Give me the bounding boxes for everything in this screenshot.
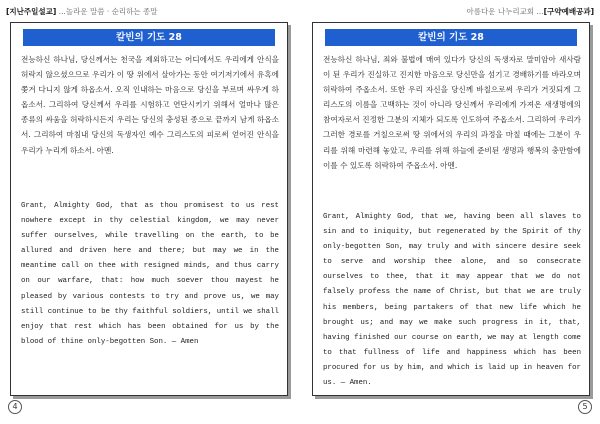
right-header-sub: 아름다운 나누리교회 ... (466, 7, 544, 16)
right-english-text: Grant, Almighty God, that we, having been all slaves to sin and to iniquity, but regenerated by the Spirit of thy only-begotten Son, may truly and with sincere desire seek to serve and worship thee alone, and so consecrate ourselves to thee, that it may appear that we do not falsely profess the name of Christ, but that we are truly his members, being partakers of that new life which he brought us; and may we make such progress in it, that, having finished our course on earth, we may at length come to that fullness of life and happiness which has been procured for us by him, and which is laid up in heaven for us. — Amen. (323, 213, 581, 388)
left-header-label: [지난주일설교] (6, 7, 57, 16)
left-page-number: 4 (8, 400, 22, 414)
right-page-number: 5 (578, 400, 592, 414)
left-english-text: Grant, Almighty God, that as thou promisest to us rest nowhere except in thy celestial kingdom, we may never suffer ourselves, while travelling on the earth, to be allured and driven here and there; but may we in the meantime call on thee with resigned minds, and thus carry on our warfare, that: how much soever thou mayest he pleased by various contests to try and prove us, we may still continue to be thy faithful soldiers, until we shall enjoy that rest which has been obtained for us by the blood of thine only-begotten Son. — Amen (21, 202, 279, 346)
left-korean-text: 전능하신 하나님, 당신께서는 천국을 제외하고는 어디에서도 우리에게 안식을 허락지 않으셨으므로 우리가 이 땅 위에서 살아가는 동안 여기저기에서 유혹에 쫓겨 다니지 않게 하옵소서. 오직 인내하는 마음으로 당신을 부르며 싸우게 하옵소서. 그리하여 당신께서 우리를 시험하고 연단시키기 위해서 얼마나 많은 종류의 싸움을 허락하시든지 우리는 당신의 충성된 종으로 끝까지 남게 하옵소서. 그리하여 마침내 당신의 독생자인 예수 그리스도의 피로써 얻어진 안식을 우리가 누리게 하소서. 아멘. (21, 55, 279, 155)
left-header-sub: ...놀라운 말씀 · 순리하는 종말 (56, 7, 158, 16)
right-prayer-box (312, 22, 590, 396)
right-header-label: [구약예배공과] (543, 7, 594, 16)
right-page (308, 0, 594, 424)
left-prayer-title: 칼빈의 기도 28 (23, 29, 275, 46)
left-header (6, 6, 292, 18)
left-prayer-box (10, 22, 288, 396)
left-page (6, 0, 292, 424)
right-prayer-title: 칼빈의 기도 28 (325, 29, 577, 46)
right-header (308, 6, 594, 18)
right-korean-text: 전능하신 하나님, 죄와 불법에 매여 있다가 당신의 독생자로 말미암아 새사람이 된 우리가 진실하고 진지한 마음으로 당신만을 섬기고 경배하기를 바라오며 허락하여 주옵소서. 또한 우리 자신을 당신께 바칠으로써 우리가 거짓되게 그리스도의 이름을 고백하는 것이 아니라 당신께서 우리에게 가져온 새생명에의 참여자로서 진정한 그분의 지체가 되도록 인도하여 주옵소서. 그리하여 우리가 그러한 경로를 거칠으로써 땅 위에서의 우리의 과정을 마칠 때에는 그분이 우리를 위해 마련해 놓았고, 우리를 위해 하늘에 준비된 생명과 행복의 충만함에 이를 수 있도록 허락하여 주옵소서. 아멘. (323, 55, 581, 170)
